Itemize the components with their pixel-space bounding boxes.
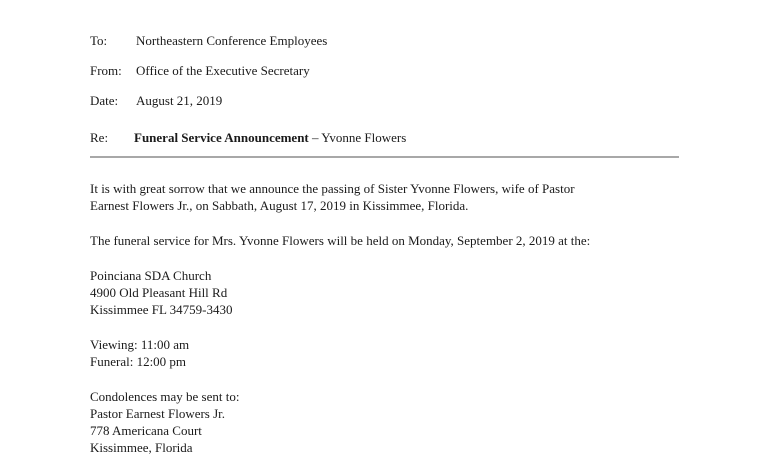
church-name: Poinciana SDA Church	[90, 268, 212, 283]
re-label: Re:	[90, 130, 109, 145]
body-p1-line1: It is with great sorrow that we announce the passing of Sister Yvonne Flowers, wife of Pastor	[90, 181, 575, 196]
from-label: From:	[90, 63, 122, 78]
church-street: 4900 Old Pleasant Hill Rd	[90, 285, 228, 300]
condolences-city: Kissimmee, Florida	[90, 440, 193, 455]
from-value: Office of the Executive Secretary	[136, 63, 310, 78]
to-value: Northeastern Conference Employees	[136, 33, 328, 48]
re-subject	[134, 130, 406, 146]
condolences-intro: Condolences may be sent to:	[90, 389, 240, 404]
date-label: Date:	[90, 93, 119, 108]
re-subject-rest: – Yvonne Flowers	[308, 130, 407, 145]
body-p2: The funeral service for Mrs. Yvonne Flowers will be held on Monday, September 2, 2019 at the:	[90, 233, 591, 248]
header-divider	[90, 156, 679, 158]
condolences-street: 778 Americana Court	[90, 423, 202, 438]
re-subject-bold: Funeral Service Announcement	[134, 130, 309, 145]
to-label: To:	[90, 33, 108, 48]
condolences-name: Pastor Earnest Flowers Jr.	[90, 406, 226, 421]
body-p1-line2: Earnest Flowers Jr., on Sabbath, August 17, 2019 in Kissimmee, Florida.	[90, 198, 469, 213]
funeral-time: Funeral: 12:00 pm	[90, 354, 187, 369]
viewing-time: Viewing: 11:00 am	[90, 337, 190, 352]
date-value: August 21, 2019	[136, 93, 223, 108]
church-city: Kissimmee FL 34759-3430	[90, 302, 233, 317]
